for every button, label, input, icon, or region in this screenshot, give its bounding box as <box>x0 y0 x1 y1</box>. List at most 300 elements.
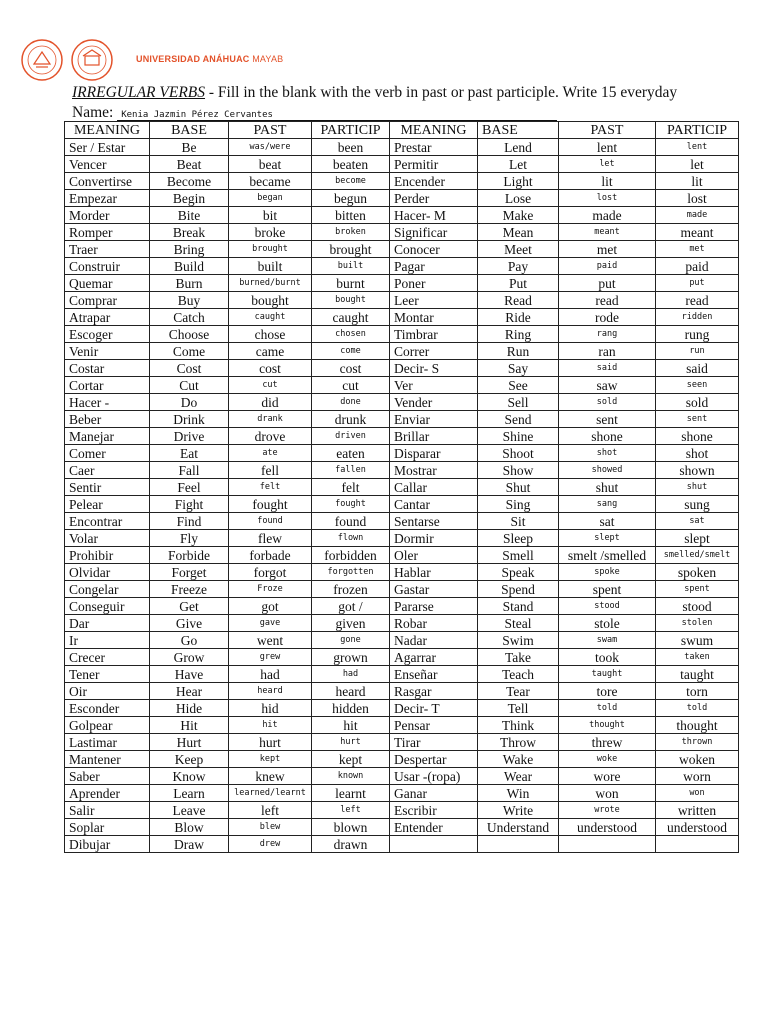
cell-past-2[interactable]: swam <box>559 632 656 649</box>
cell-past-2[interactable]: made <box>559 207 656 224</box>
cell-base: Cut <box>150 377 229 394</box>
cell-past-2[interactable] <box>559 836 656 853</box>
cell-particip-2[interactable]: spoken <box>656 564 739 581</box>
cell-past[interactable]: brought <box>229 241 312 258</box>
cell-past[interactable]: broke <box>229 224 312 241</box>
cell-base-2: Lend <box>478 139 559 156</box>
cell-past-2[interactable]: met <box>559 241 656 258</box>
cell-past-2[interactable]: rang <box>559 326 656 343</box>
cell-past-2[interactable]: lost <box>559 190 656 207</box>
cell-base: Feel <box>150 479 229 496</box>
cell-past-2[interactable]: taught <box>559 666 656 683</box>
cell-particip[interactable]: left <box>312 802 390 819</box>
cell-particip-2[interactable]: rung <box>656 326 739 343</box>
cell-base-2: Shoot <box>478 445 559 462</box>
cell-past[interactable]: forgot <box>229 564 312 581</box>
cell-base: Keep <box>150 751 229 768</box>
cell-particip[interactable]: come <box>312 343 390 360</box>
cell-base: Catch <box>150 309 229 326</box>
cell-meaning: Quemar <box>65 275 150 292</box>
table-row <box>65 343 739 360</box>
cell-past-2[interactable]: sold <box>559 394 656 411</box>
cell-meaning: Volar <box>65 530 150 547</box>
cell-particip-2[interactable]: told <box>656 700 739 717</box>
cell-base-2: Meet <box>478 241 559 258</box>
cell-particip-2[interactable]: shown <box>656 462 739 479</box>
cell-meaning: Hacer - <box>65 394 150 411</box>
table-row <box>65 802 739 819</box>
cell-meaning: Oir <box>65 683 150 700</box>
table-row <box>65 139 739 156</box>
cell-meaning-2: Hacer- M <box>390 207 478 224</box>
cell-particip[interactable]: broken <box>312 224 390 241</box>
cell-past[interactable]: hit <box>229 717 312 734</box>
cell-particip-2[interactable]: torn <box>656 683 739 700</box>
cell-base: Bring <box>150 241 229 258</box>
cell-particip-2[interactable]: taken <box>656 649 739 666</box>
cell-particip-2[interactable]: met <box>656 241 739 258</box>
cell-past-2[interactable]: slept <box>559 530 656 547</box>
cell-past-2[interactable]: read <box>559 292 656 309</box>
cell-base-2: Write <box>478 802 559 819</box>
header-meaning-2: MEANING <box>390 122 478 139</box>
table-row <box>65 819 739 836</box>
cell-past[interactable]: blew <box>229 819 312 836</box>
cell-past-2[interactable]: tore <box>559 683 656 700</box>
cell-base: Choose <box>150 326 229 343</box>
cell-particip[interactable]: given <box>312 615 390 632</box>
cell-past-2[interactable]: wrote <box>559 802 656 819</box>
cell-past-2[interactable]: won <box>559 785 656 802</box>
cell-past-2[interactable]: sang <box>559 496 656 513</box>
cell-base: Give <box>150 615 229 632</box>
cell-particip-2[interactable]: ridden <box>656 309 739 326</box>
cell-particip[interactable]: hidden <box>312 700 390 717</box>
cell-particip[interactable]: built <box>312 258 390 275</box>
cell-particip[interactable]: cost <box>312 360 390 377</box>
cell-base: Fall <box>150 462 229 479</box>
table-row <box>65 394 739 411</box>
cell-particip[interactable]: fallen <box>312 462 390 479</box>
worksheet-title <box>72 84 677 102</box>
cell-past[interactable]: burned/burnt <box>229 275 312 292</box>
cell-particip[interactable]: felt <box>312 479 390 496</box>
cell-meaning: Morder <box>65 207 150 224</box>
cell-past[interactable]: became <box>229 173 312 190</box>
cell-particip[interactable]: bought <box>312 292 390 309</box>
cell-particip-2[interactable]: sung <box>656 496 739 513</box>
cell-past-2[interactable]: meant <box>559 224 656 241</box>
table-row <box>65 683 739 700</box>
cell-meaning-2: Brillar <box>390 428 478 445</box>
cell-past-2[interactable]: put <box>559 275 656 292</box>
cell-base-2: Think <box>478 717 559 734</box>
table-row <box>65 836 739 853</box>
cell-past-2[interactable]: woke <box>559 751 656 768</box>
cell-meaning-2: Rasgar <box>390 683 478 700</box>
table-row <box>65 649 739 666</box>
cell-particip-2[interactable]: stolen <box>656 615 739 632</box>
cell-base-2: Take <box>478 649 559 666</box>
cell-past-2[interactable]: took <box>559 649 656 666</box>
cell-base: Freeze <box>150 581 229 598</box>
cell-past-2[interactable]: let <box>559 156 656 173</box>
name-label: Name: <box>72 104 114 121</box>
cell-meaning: Lastimar <box>65 734 150 751</box>
cell-past-2[interactable]: paid <box>559 258 656 275</box>
cell-past[interactable]: beat <box>229 156 312 173</box>
cell-base: Hurt <box>150 734 229 751</box>
cell-meaning-2: Decir- T <box>390 700 478 717</box>
cell-past-2[interactable]: said <box>559 360 656 377</box>
cell-past[interactable]: learned/learnt <box>229 785 312 802</box>
cell-particip[interactable]: found <box>312 513 390 530</box>
cell-particip[interactable]: done <box>312 394 390 411</box>
cell-particip[interactable]: beaten <box>312 156 390 173</box>
cell-particip-2[interactable]: slept <box>656 530 739 547</box>
cell-past[interactable]: hurt <box>229 734 312 751</box>
cell-past-2[interactable]: sat <box>559 513 656 530</box>
cell-particip-2[interactable]: put <box>656 275 739 292</box>
cell-particip-2[interactable]: made <box>656 207 739 224</box>
cell-past[interactable]: drank <box>229 411 312 428</box>
cell-base: Be <box>150 139 229 156</box>
cell-particip-2[interactable]: spent <box>656 581 739 598</box>
cell-meaning: Crecer <box>65 649 150 666</box>
cell-particip[interactable]: chosen <box>312 326 390 343</box>
cell-meaning: Mantener <box>65 751 150 768</box>
cell-particip-2[interactable]: stood <box>656 598 739 615</box>
table-row <box>65 632 739 649</box>
cell-past[interactable]: got <box>229 598 312 615</box>
cell-past[interactable]: found <box>229 513 312 530</box>
cell-particip[interactable]: gone <box>312 632 390 649</box>
cell-past[interactable]: drew <box>229 836 312 853</box>
cell-base: Blow <box>150 819 229 836</box>
cell-base: Bite <box>150 207 229 224</box>
cell-past-2[interactable]: spoke <box>559 564 656 581</box>
cell-past[interactable]: chose <box>229 326 312 343</box>
cell-meaning-2: Timbrar <box>390 326 478 343</box>
cell-particip-2[interactable]: sat <box>656 513 739 530</box>
cell-particip-2[interactable]: written <box>656 802 739 819</box>
cell-particip[interactable]: had <box>312 666 390 683</box>
table-row <box>65 241 739 258</box>
cell-particip-2[interactable]: lost <box>656 190 739 207</box>
table-row <box>65 700 739 717</box>
verbs-table-body <box>65 139 739 853</box>
cell-particip-2[interactable]: understood <box>656 819 739 836</box>
cell-past[interactable]: gave <box>229 615 312 632</box>
cell-base-2: Win <box>478 785 559 802</box>
cell-past[interactable]: forbade <box>229 547 312 564</box>
cell-past-2[interactable]: showed <box>559 462 656 479</box>
cell-particip-2[interactable]: thought <box>656 717 739 734</box>
cell-base: Hear <box>150 683 229 700</box>
cell-meaning: Convertirse <box>65 173 150 190</box>
table-row <box>65 564 739 581</box>
cell-particip[interactable]: burnt <box>312 275 390 292</box>
header-base: BASE <box>150 122 229 139</box>
cell-particip-2[interactable]: read <box>656 292 739 309</box>
cell-past[interactable]: began <box>229 190 312 207</box>
cell-past-2[interactable]: wore <box>559 768 656 785</box>
table-row <box>65 224 739 241</box>
table-row <box>65 326 739 343</box>
cell-base-2: Let <box>478 156 559 173</box>
cell-particip-2[interactable]: said <box>656 360 739 377</box>
cell-meaning-2: Gastar <box>390 581 478 598</box>
cell-past[interactable]: left <box>229 802 312 819</box>
cell-base-2: See <box>478 377 559 394</box>
cell-base: Cost <box>150 360 229 377</box>
cell-past-2[interactable]: shot <box>559 445 656 462</box>
cell-particip-2[interactable] <box>656 836 739 853</box>
cell-particip[interactable]: grown <box>312 649 390 666</box>
cell-particip[interactable]: fought <box>312 496 390 513</box>
cell-meaning-2: Conocer <box>390 241 478 258</box>
cell-meaning-2: Montar <box>390 309 478 326</box>
cell-particip-2[interactable]: seen <box>656 377 739 394</box>
table-row <box>65 377 739 394</box>
cell-base-2: Say <box>478 360 559 377</box>
cell-base-2: Wake <box>478 751 559 768</box>
cell-particip[interactable]: hit <box>312 717 390 734</box>
cell-past[interactable]: knew <box>229 768 312 785</box>
cell-past[interactable]: drove <box>229 428 312 445</box>
cell-meaning: Empezar <box>65 190 150 207</box>
cell-past-2[interactable]: saw <box>559 377 656 394</box>
cell-particip[interactable]: known <box>312 768 390 785</box>
cell-base: Forget <box>150 564 229 581</box>
cell-meaning-2: Agarrar <box>390 649 478 666</box>
cell-past-2[interactable]: sent <box>559 411 656 428</box>
cell-meaning: Dibujar <box>65 836 150 853</box>
cell-particip[interactable]: heard <box>312 683 390 700</box>
cell-meaning: Ser / Estar <box>65 139 150 156</box>
cell-meaning-2: Pagar <box>390 258 478 275</box>
cell-meaning: Prohibir <box>65 547 150 564</box>
header-base-2: BASE <box>478 122 559 139</box>
cell-particip[interactable]: forgotten <box>312 564 390 581</box>
name-line <box>72 104 557 122</box>
cell-meaning-2: Significar <box>390 224 478 241</box>
cell-particip[interactable]: brought <box>312 241 390 258</box>
cell-base: Build <box>150 258 229 275</box>
cell-meaning-2: Poner <box>390 275 478 292</box>
cell-particip-2[interactable]: smelled/smelt <box>656 547 739 564</box>
cell-past[interactable]: kept <box>229 751 312 768</box>
header-particip: PARTICIP <box>312 122 390 139</box>
cell-past[interactable]: ate <box>229 445 312 462</box>
cell-past[interactable]: felt <box>229 479 312 496</box>
cell-particip-2[interactable]: paid <box>656 258 739 275</box>
cell-particip[interactable]: flown <box>312 530 390 547</box>
cell-particip[interactable]: frozen <box>312 581 390 598</box>
cell-particip[interactable]: learnt <box>312 785 390 802</box>
cell-base-2: Shut <box>478 479 559 496</box>
cell-meaning-2: Oler <box>390 547 478 564</box>
cell-particip[interactable]: drawn <box>312 836 390 853</box>
cell-past[interactable]: hid <box>229 700 312 717</box>
cell-past-2[interactable]: lent <box>559 139 656 156</box>
cell-particip[interactable]: blown <box>312 819 390 836</box>
cell-past-2[interactable]: thought <box>559 717 656 734</box>
cell-particip-2[interactable]: shot <box>656 445 739 462</box>
cell-meaning-2: Vender <box>390 394 478 411</box>
cell-particip-2[interactable]: lent <box>656 139 739 156</box>
cell-base-2: Run <box>478 343 559 360</box>
cell-particip-2[interactable]: woken <box>656 751 739 768</box>
cell-particip-2[interactable]: sold <box>656 394 739 411</box>
cell-past-2[interactable]: shone <box>559 428 656 445</box>
table-row <box>65 785 739 802</box>
cell-meaning: Tener <box>65 666 150 683</box>
cell-particip-2[interactable]: thrown <box>656 734 739 751</box>
cell-past[interactable]: flew <box>229 530 312 547</box>
cell-past-2[interactable]: threw <box>559 734 656 751</box>
cell-past[interactable]: cut <box>229 377 312 394</box>
verbs-table <box>64 121 739 853</box>
cell-particip-2[interactable]: won <box>656 785 739 802</box>
table-row <box>65 156 739 173</box>
university-seal-icon <box>20 38 64 82</box>
table-row <box>65 530 739 547</box>
cell-particip-2[interactable]: shone <box>656 428 739 445</box>
cell-base: Drive <box>150 428 229 445</box>
cell-base-2: Lose <box>478 190 559 207</box>
cell-meaning-2: Hablar <box>390 564 478 581</box>
cell-particip[interactable]: got / <box>312 598 390 615</box>
table-row <box>65 207 739 224</box>
cell-particip[interactable]: eaten <box>312 445 390 462</box>
cell-meaning-2: Ganar <box>390 785 478 802</box>
table-row <box>65 479 739 496</box>
title-heading: IRREGULAR VERBS <box>72 84 206 101</box>
instructions: - Fill in the blank with the verb in past or past participle. Write 15 everyday <box>208 84 678 101</box>
table-row <box>65 309 739 326</box>
cell-past[interactable]: fought <box>229 496 312 513</box>
cell-particip[interactable]: drunk <box>312 411 390 428</box>
cell-meaning: Costar <box>65 360 150 377</box>
cell-meaning: Venir <box>65 343 150 360</box>
cell-particip-2[interactable]: worn <box>656 768 739 785</box>
cell-past-2[interactable]: understood <box>559 819 656 836</box>
cell-past[interactable]: bought <box>229 292 312 309</box>
cell-particip[interactable]: driven <box>312 428 390 445</box>
cell-base-2: Understand <box>478 819 559 836</box>
cell-past[interactable]: Froze <box>229 581 312 598</box>
brand-name: UNIVERSIDAD ANÁHUAC MAYAB <box>136 54 284 64</box>
cell-meaning-2: Enseñar <box>390 666 478 683</box>
cell-meaning: Encontrar <box>65 513 150 530</box>
cell-past[interactable]: cost <box>229 360 312 377</box>
cell-base: Get <box>150 598 229 615</box>
cell-particip[interactable]: forbidden <box>312 547 390 564</box>
header-particip-2: PARTICIP <box>656 122 739 139</box>
cell-base: Come <box>150 343 229 360</box>
cell-particip[interactable]: bitten <box>312 207 390 224</box>
cell-past-2[interactable]: shut <box>559 479 656 496</box>
cell-base: Leave <box>150 802 229 819</box>
cell-past[interactable]: bit <box>229 207 312 224</box>
cell-past[interactable]: built <box>229 258 312 275</box>
cell-particip[interactable]: hurt <box>312 734 390 751</box>
cell-particip[interactable]: kept <box>312 751 390 768</box>
cell-meaning: Congelar <box>65 581 150 598</box>
cell-base: Have <box>150 666 229 683</box>
cell-particip[interactable]: caught <box>312 309 390 326</box>
name-field[interactable]: Kenia Jazmin Pérez Cervantes <box>117 110 557 121</box>
cell-past[interactable]: was/were <box>229 139 312 156</box>
cell-base-2: Read <box>478 292 559 309</box>
cell-past-2[interactable]: lit <box>559 173 656 190</box>
cell-meaning-2: Despertar <box>390 751 478 768</box>
cell-meaning: Ir <box>65 632 150 649</box>
cell-particip-2[interactable]: sent <box>656 411 739 428</box>
mayab-seal-icon <box>70 38 114 82</box>
cell-base-2: Spend <box>478 581 559 598</box>
cell-particip[interactable]: been <box>312 139 390 156</box>
cell-past-2[interactable]: rode <box>559 309 656 326</box>
table-row <box>65 190 739 207</box>
cell-particip-2[interactable]: swum <box>656 632 739 649</box>
cell-past-2[interactable]: stole <box>559 615 656 632</box>
cell-particip-2[interactable]: run <box>656 343 739 360</box>
cell-particip[interactable]: begun <box>312 190 390 207</box>
cell-particip-2[interactable]: meant <box>656 224 739 241</box>
cell-particip-2[interactable]: let <box>656 156 739 173</box>
cell-past[interactable]: caught <box>229 309 312 326</box>
cell-base: Learn <box>150 785 229 802</box>
cell-meaning: Comer <box>65 445 150 462</box>
cell-particip-2[interactable]: lit <box>656 173 739 190</box>
cell-particip-2[interactable]: shut <box>656 479 739 496</box>
cell-base: Become <box>150 173 229 190</box>
table-row <box>65 615 739 632</box>
cell-past-2[interactable]: smelt /smelled <box>559 547 656 564</box>
table-row <box>65 275 739 292</box>
cell-base: Drink <box>150 411 229 428</box>
cell-particip[interactable]: become <box>312 173 390 190</box>
cell-past[interactable]: went <box>229 632 312 649</box>
table-row <box>65 173 739 190</box>
cell-past[interactable]: had <box>229 666 312 683</box>
table-row <box>65 598 739 615</box>
cell-past[interactable]: came <box>229 343 312 360</box>
cell-meaning-2: Usar -(ropa) <box>390 768 478 785</box>
cell-past[interactable]: grew <box>229 649 312 666</box>
cell-past[interactable]: did <box>229 394 312 411</box>
cell-meaning-2: Pararse <box>390 598 478 615</box>
cell-particip[interactable]: cut <box>312 377 390 394</box>
table-row <box>65 258 739 275</box>
cell-base-2: Sleep <box>478 530 559 547</box>
cell-base-2: Put <box>478 275 559 292</box>
cell-meaning: Cortar <box>65 377 150 394</box>
cell-past-2[interactable]: stood <box>559 598 656 615</box>
cell-base: Fly <box>150 530 229 547</box>
cell-past-2[interactable]: ran <box>559 343 656 360</box>
cell-meaning-2: Entender <box>390 819 478 836</box>
cell-past[interactable]: fell <box>229 462 312 479</box>
table-row <box>65 513 739 530</box>
cell-past-2[interactable]: told <box>559 700 656 717</box>
cell-meaning: Escoger <box>65 326 150 343</box>
cell-particip-2[interactable]: taught <box>656 666 739 683</box>
cell-past-2[interactable]: spent <box>559 581 656 598</box>
cell-past[interactable]: heard <box>229 683 312 700</box>
